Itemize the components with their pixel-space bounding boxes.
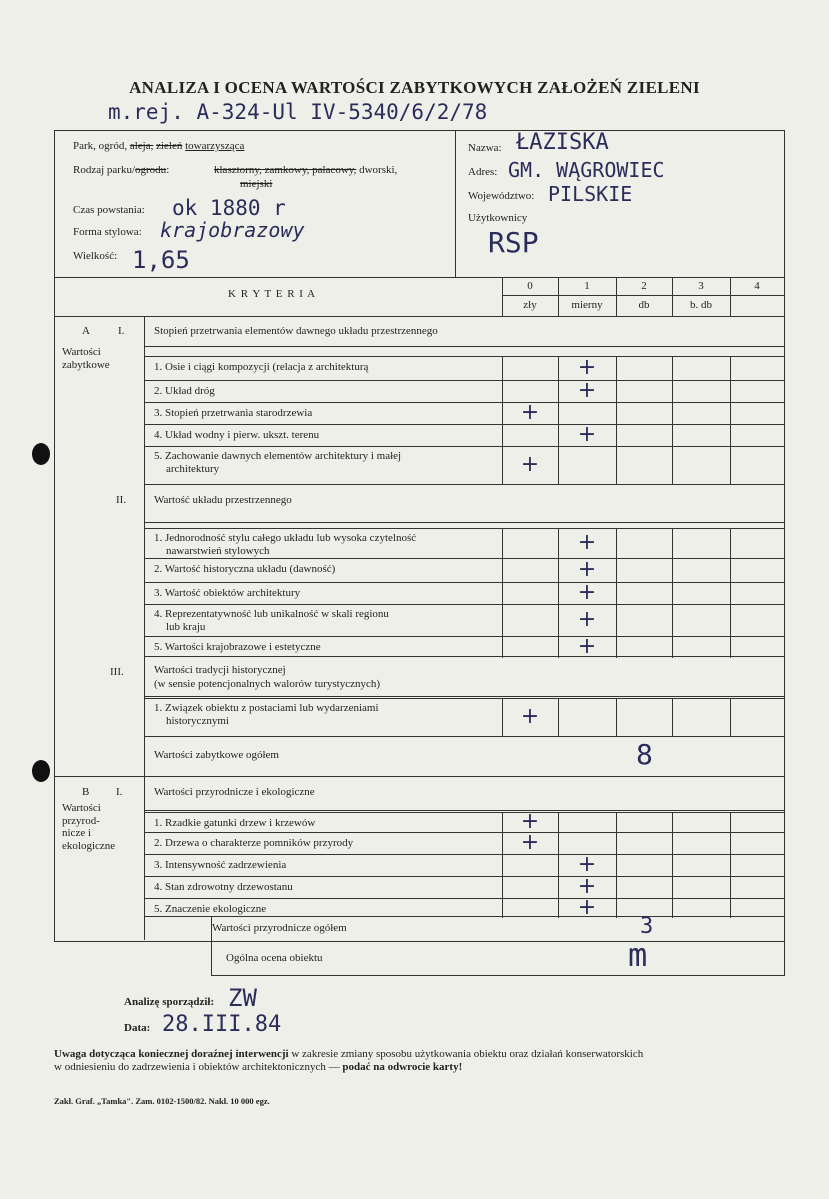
score-column-name: mierny bbox=[571, 299, 603, 311]
score-mark: + bbox=[520, 400, 540, 425]
printer-info: Zakł. Graf. „Tamka". Zam. 0102-1500/82. Nakł. 10 000 egz. bbox=[54, 1096, 270, 1106]
score-mark: + bbox=[577, 607, 597, 632]
uzytkownicy-value: RSP bbox=[488, 226, 539, 259]
score-mark: + bbox=[577, 378, 597, 403]
subsection-title: Wartość układu przestrzennego bbox=[154, 494, 292, 506]
criteria-label: 1. Rzadkie gatunki drzew i krzewów bbox=[154, 817, 316, 829]
criteria-label: 3. Wartość obiektów architektury bbox=[154, 587, 301, 599]
wartosci-przyrodnicze-total-value: 3 bbox=[640, 914, 654, 939]
section-b-roman: I. bbox=[116, 786, 123, 798]
score-mark: + bbox=[520, 452, 540, 477]
score-column-number: 4 bbox=[754, 280, 760, 292]
subsection-title: Wartości tradycji historycznej bbox=[154, 664, 286, 676]
score-mark: + bbox=[577, 557, 597, 582]
czas-value: ok 1880 r bbox=[172, 196, 286, 220]
score-mark: + bbox=[520, 809, 540, 834]
adres-value: GM. WĄGROWIEC bbox=[508, 158, 665, 182]
score-column-number: 1 bbox=[584, 280, 590, 292]
score-column-name: db bbox=[638, 299, 650, 311]
uzytkownicy-label: Użytkownicy bbox=[468, 212, 528, 224]
uwaga-note: Uwaga dotycząca koniecznej doraźnej interwencji w zakresie zmiany sposobu użytkowania obiektu oraz działań konserwatorskich w odniesieniu do zadrzewienia i obiektów architektonicznych — podać na odwrocie karty! bbox=[54, 1048, 644, 1073]
criteria-label: 4. Reprezentatywność lub unikalność w skali regionu lub kraju bbox=[154, 608, 389, 633]
score-mark: + bbox=[577, 852, 597, 877]
section-a-letter: A bbox=[82, 325, 90, 337]
score-column-number: 3 bbox=[698, 280, 704, 292]
nazwa-value: ŁAZISKA bbox=[516, 130, 609, 155]
analize-signature: ZW bbox=[228, 984, 257, 1012]
criteria-label: 1. Związek obiektu z postaciami lub wydarzeniami historycznymi bbox=[154, 702, 379, 727]
form-title: ANALIZA I OCENA WARTOŚCI ZABYTKOWYCH ZAŁOŻEŃ ZIELENI bbox=[129, 78, 700, 97]
czas-label: Czas powstania: bbox=[73, 204, 145, 216]
forma-value: krajobrazowy bbox=[160, 218, 305, 242]
score-column-name: zły bbox=[523, 299, 537, 311]
punch-hole bbox=[32, 443, 50, 465]
criteria-label: 3. Stopień przetrwania starodrzewia bbox=[154, 407, 313, 419]
rodzaj-values-2: miejski bbox=[240, 178, 273, 190]
rodzaj-label: Rodzaj parku/ogrodu: bbox=[73, 164, 170, 176]
score-mark: + bbox=[577, 580, 597, 605]
wartosci-przyrodnicze-total-label: Wartości przyrodnicze ogółem bbox=[212, 922, 347, 934]
score-mark: + bbox=[520, 704, 540, 729]
score-mark: + bbox=[577, 634, 597, 659]
punch-hole bbox=[32, 760, 50, 782]
score-mark: + bbox=[577, 355, 597, 380]
score-column-number: 2 bbox=[641, 280, 647, 292]
adres-label: Adres: bbox=[468, 166, 498, 178]
wartosci-zabytkowe-total-label: Wartości zabytkowe ogółem bbox=[154, 749, 279, 761]
section-a-roman-3: III. bbox=[110, 666, 124, 678]
handwritten-register-ref: m.rej. A-324-Ul IV-5340/6/2/78 bbox=[108, 100, 488, 124]
forma-label: Forma stylowa: bbox=[73, 226, 142, 238]
criteria-label: 1. Osie i ciągi kompozycji (relacja z architekturą bbox=[154, 361, 369, 373]
data-label: Data: bbox=[124, 1022, 151, 1034]
criteria-label: 2. Układ dróg bbox=[154, 385, 215, 397]
wielkosc-label: Wielkość: bbox=[73, 250, 118, 262]
analize-label: Analizę sporządził: bbox=[124, 996, 215, 1008]
header-divider bbox=[455, 131, 456, 277]
section-a-roman-2: II. bbox=[116, 494, 127, 506]
criteria-label: 3. Intensywność zadrzewienia bbox=[154, 859, 287, 871]
subsection-title: Wartości przyrodnicze i ekologiczne bbox=[154, 786, 315, 798]
overall-label: Ogólna ocena obiektu bbox=[226, 952, 323, 964]
wielkosc-value: 1,65 bbox=[132, 246, 190, 274]
score-mark: + bbox=[577, 895, 597, 920]
criteria-label: 2. Drzewa o charakterze pomników przyrody bbox=[154, 837, 354, 849]
criteria-label: 4. Układ wodny i pierw. ukszt. terenu bbox=[154, 429, 320, 441]
overall-value: m bbox=[628, 936, 648, 974]
nazwa-label: Nazwa: bbox=[468, 142, 502, 154]
subsection-title: Stopień przetrwania elementów dawnego układu przestrzennego bbox=[154, 325, 438, 337]
criteria-label: 5. Wartości krajobrazowe i estetyczne bbox=[154, 641, 321, 653]
score-column-name: b. db bbox=[690, 299, 712, 311]
criteria-label: 2. Wartość historyczna układu (dawność) bbox=[154, 563, 336, 575]
score-mark: + bbox=[577, 422, 597, 447]
score-mark: + bbox=[577, 530, 597, 555]
wojewodztwo-value: PILSKIE bbox=[548, 182, 633, 206]
subsection-title: (w sensie potencjonalnych walorów turystycznych) bbox=[154, 678, 381, 690]
criteria-label: 5. Znaczenie ekologiczne bbox=[154, 903, 267, 915]
score-column-number: 0 bbox=[527, 280, 533, 292]
section-a-name: Wartości zabytkowe bbox=[62, 346, 110, 371]
score-mark: + bbox=[520, 830, 540, 855]
criteria-label: 1. Jednorodność stylu całego układu lub wysoka czytelność nawarstwień stylowych bbox=[154, 532, 417, 557]
rodzaj-values: klasztorny, zamkowy, pałacowy, dworski, bbox=[214, 164, 398, 176]
criteria-label: K R Y T E R I A bbox=[228, 288, 317, 300]
data-value: 28.III.84 bbox=[162, 1012, 282, 1037]
wartosci-zabytkowe-total-value: 8 bbox=[636, 738, 653, 771]
criteria-label: 4. Stan zdrowotny drzewostanu bbox=[154, 881, 293, 893]
criteria-label: 5. Zachowanie dawnych elementów architektury i małej architektury bbox=[154, 450, 402, 475]
park-label: Park, ogród, aleja, zieleń towarzysząca bbox=[73, 140, 245, 152]
wojewodztwo-label: Województwo: bbox=[468, 190, 535, 202]
section-a-roman-1: I. bbox=[118, 325, 125, 337]
section-b-name: Wartości przyrod- nicze i ekologiczne bbox=[62, 802, 116, 852]
score-mark: + bbox=[577, 874, 597, 899]
section-b-letter: B bbox=[82, 786, 90, 798]
